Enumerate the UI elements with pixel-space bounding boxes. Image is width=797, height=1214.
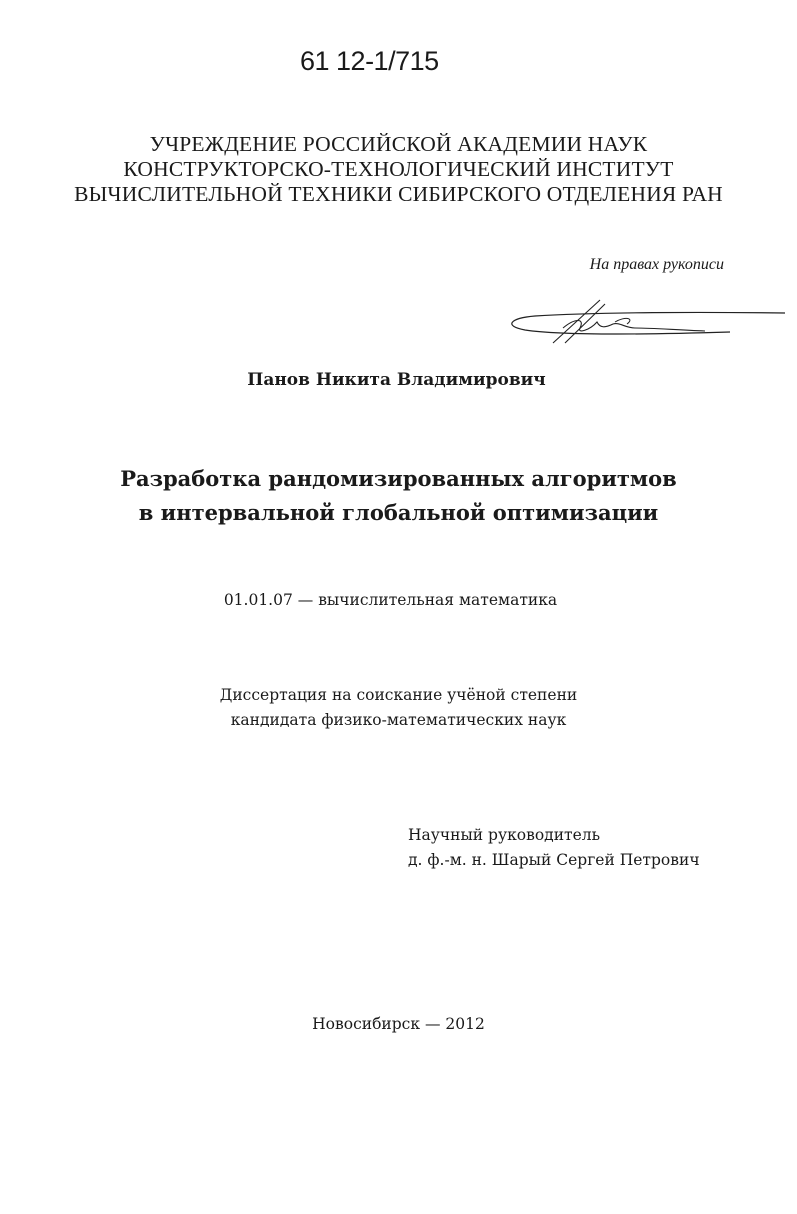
- author-signature: [505, 298, 790, 348]
- author-name: Панов Никита Владимирович: [247, 370, 546, 390]
- specialty-code: 01.01.07 — вычислительная математика: [223, 591, 558, 609]
- thesis-title-line-1: Разработка рандомизированных алгоритмов: [120, 466, 677, 491]
- dissertation-line-2: кандидата физико-математических наук: [230, 711, 567, 729]
- institution-line-2: КОНСТРУКТОРСКО-ТЕХНОЛОГИЧЕСКИЙ ИНСТИТУТ: [123, 157, 674, 181]
- dissertation-line-1: Диссертация на соискание учёной степени: [219, 686, 578, 704]
- manuscript-rights-note: На правах рукописи: [589, 256, 724, 273]
- thesis-title-line-2: в интервальной глобальной оптимизации: [138, 500, 659, 525]
- archive-code: 61 12-1/715: [300, 46, 439, 76]
- city-year: Новосибирск — 2012: [312, 1015, 485, 1033]
- supervisor-label: Научный руководитель: [408, 826, 601, 844]
- institution-line-3: ВЫЧИСЛИТЕЛЬНОЙ ТЕХНИКИ СИБИРСКОГО ОТДЕЛЕНИЯ РАН: [74, 182, 723, 206]
- institution-line-1: УЧРЕЖДЕНИЕ РОССИЙСКОЙ АКАДЕМИИ НАУК: [149, 132, 648, 156]
- supervisor-name: д. ф.-м. н. Шарый Сергей Петрович: [408, 851, 700, 869]
